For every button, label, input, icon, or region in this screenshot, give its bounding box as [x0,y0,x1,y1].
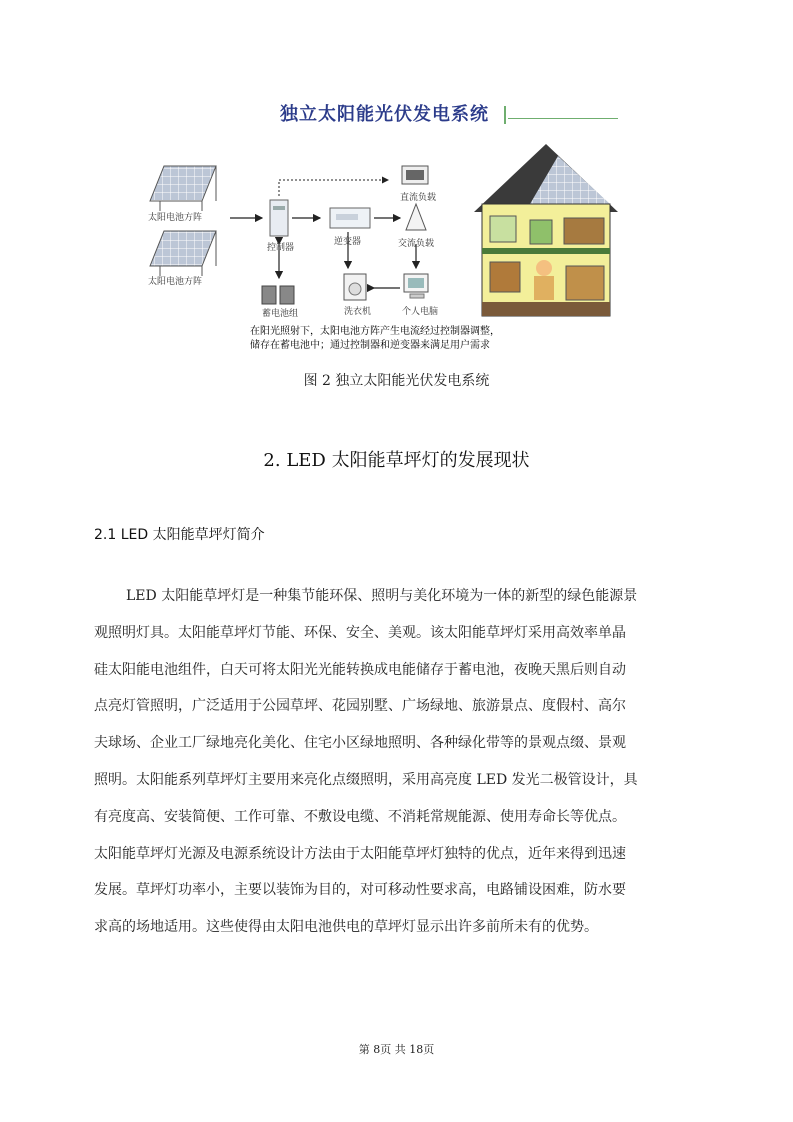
label-washer: 洗衣机 [344,307,372,317]
inverter-icon [330,208,370,228]
figure-title: 独立太阳能光伏发电系统 [280,104,489,125]
label-solar-array-2: 太阳电池方阵 [148,277,203,287]
ac-load-icon [406,204,426,230]
paragraph-line: 有亮度高、安装简便、工作可靠、不敷设电缆、不消耗常规能源、使用寿命长等优点。 [94,808,626,825]
washer-icon [344,274,366,300]
paragraph-line: 夫球场、企业工厂绿地亮化美化、住宅小区绿地照明、各种绿化带等的景观点缀、景观 [94,735,626,752]
system-diagram-figure [130,96,676,358]
label-dc-load: 直流负载 [400,193,437,203]
house-illustration [468,142,624,320]
dc-flow-arrow [279,180,388,196]
paragraph-line: 求高的场地适用。这些使得由太阳电池供电的草坪灯显示出许多前所未有的优势。 [94,919,598,936]
label-inverter: 逆变器 [334,237,362,247]
subsection-heading: 2.1 LED 太阳能草坪灯简介 [94,527,265,543]
figure-caption: 图 2 独立太阳能光伏发电系统 [303,373,490,389]
label-pc: 个人电脑 [402,307,439,317]
paragraph-line: 发展。草坪灯功率小，主要以装饰为目的，对可移动性要求高，电路铺设困难，防水要 [94,882,626,899]
paragraph-line: 照明。太阳能系列草坪灯主要用来亮化点缀照明，采用高亮度 LED 发光二极管设计，具 [94,771,638,788]
figure-note-line-1: 在阳光照射下，太阳电池方阵产生电流经过控制器调整， [250,326,500,337]
pc-icon [404,274,428,298]
battery-icon [262,286,294,304]
label-battery: 蓄电池组 [262,309,299,319]
body-paragraph [94,578,704,946]
figure-note-line-2: 储存在蓄电池中；通过控制器和逆变器来满足用户需求 [250,340,490,351]
paragraph-line: LED 太阳能草坪灯是一种集节能环保、照明与美化环境为一体的新型的绿色能源景 [126,588,638,604]
controller-icon [270,200,288,236]
figure-note [250,325,500,353]
paragraph-line: 点亮灯管照明，广泛适用于公园草坪、花园别墅、广场绿地、旅游景点、度假村、高尔 [94,698,626,715]
paragraph-line: 太阳能草坪灯光源及电源系统设计方法由于太阳能草坪灯独特的优点，近年来得到迅速 [94,845,626,862]
page-footer: 第 8页 共 18页 [358,1043,435,1056]
section-heading: 2. LED 太阳能草坪灯的发展现状 [263,450,530,471]
label-ac-load: 交流负载 [398,239,435,249]
paragraph-line: 硅太阳能电池组件，白天可将太阳光光能转换成电能储存于蓄电池，夜晚天黑后则自动 [94,661,626,678]
label-solar-array-1: 太阳电池方阵 [148,213,203,223]
solar-array-2-icon [150,231,216,276]
label-controller: 控制器 [267,243,295,253]
solar-array-1-icon [150,166,216,211]
paragraph-line: 观照明灯具。太阳能草坪灯节能、环保、安全、美观。该太阳能草坪灯采用高效率单晶 [94,624,626,641]
dc-load-icon [402,166,428,184]
